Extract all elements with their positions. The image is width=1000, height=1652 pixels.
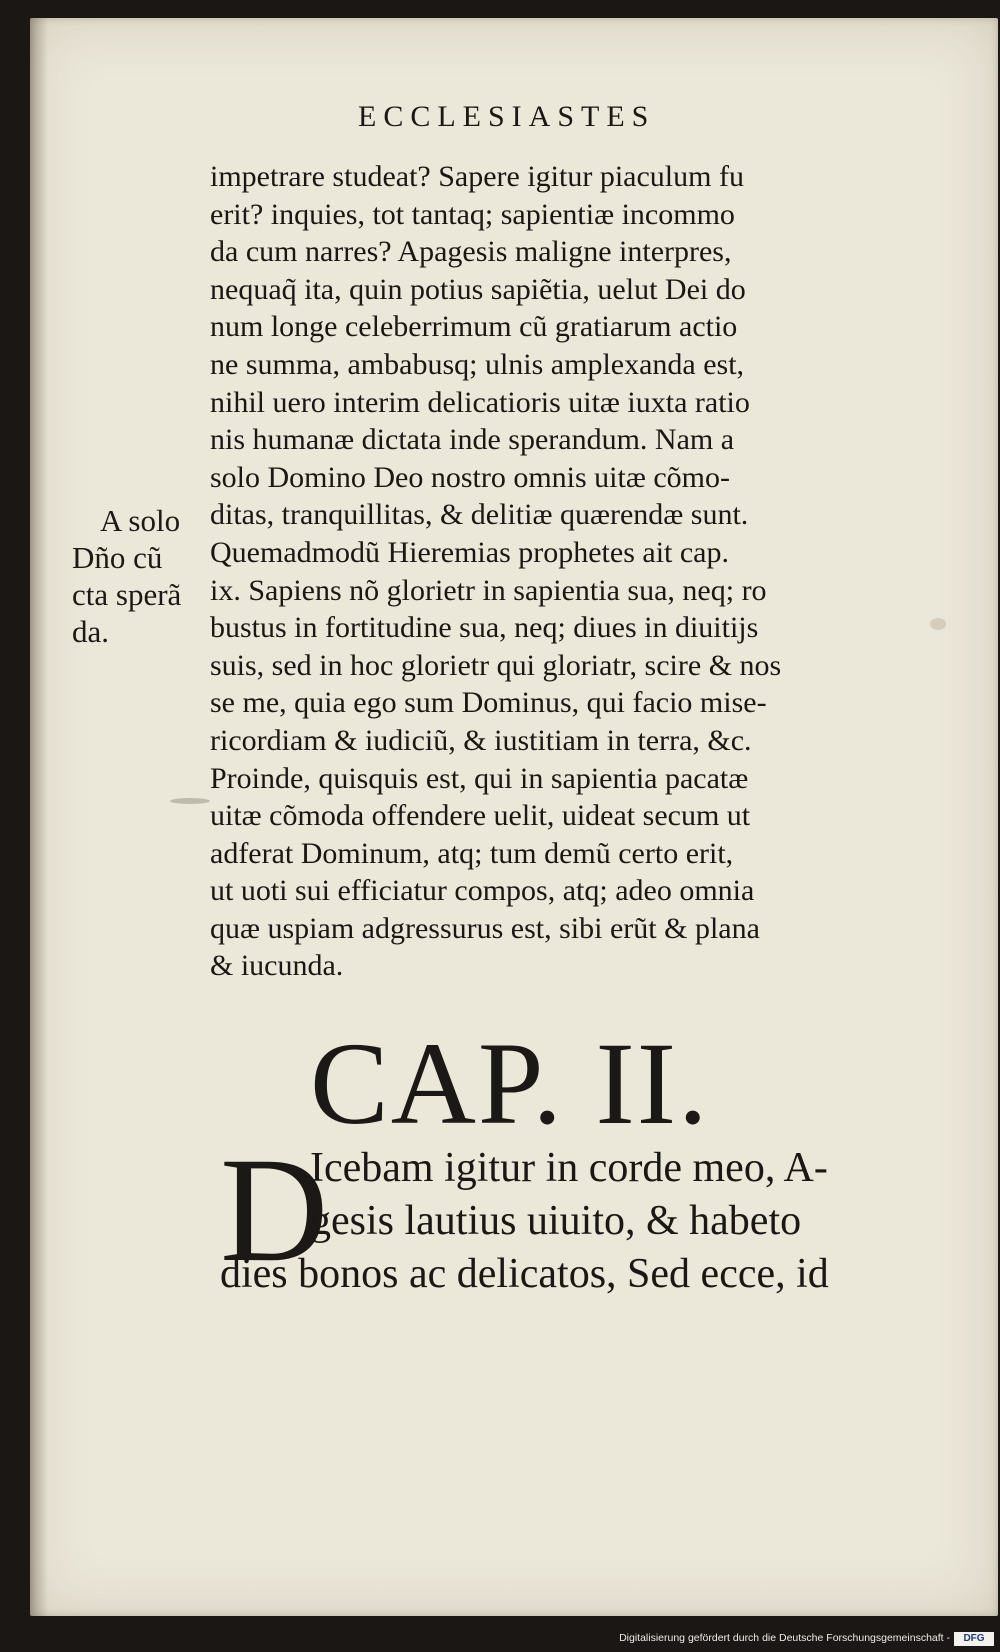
text-line: ricordiam & iudiciũ, & iustitiam in terra, &c. bbox=[210, 723, 752, 757]
text-line: da cum narres? Apagesis maligne interpres, bbox=[210, 235, 732, 269]
text-line: nihil uero interim delicatioris uitæ iuxta ratio bbox=[210, 385, 750, 419]
text-line: erit? inquies, tot tantaq; sapientiæ incommo bbox=[210, 197, 735, 231]
digitization-credit: Digitalisierung gefördert durch die Deutsche Forschungsgemeinschaft - bbox=[619, 1632, 950, 1644]
text-line: bustus in fortitudine sua, neq; diues in diuitijs bbox=[210, 611, 759, 645]
paper-stain bbox=[170, 798, 210, 804]
chapter-text-line: gesis lautius uiuito, & habeto bbox=[310, 1198, 802, 1244]
running-head: ECCLESIASTES bbox=[358, 100, 656, 133]
text-line: impetrare studeat? Sapere igitur piaculum fu bbox=[210, 160, 744, 193]
text-line: se me, quia ego sum Dominus, qui facio mise- bbox=[210, 686, 767, 720]
drop-cap: D bbox=[220, 1127, 329, 1293]
chapter-text-line: dies bonos ac delicatos, Sed ecce, id bbox=[220, 1251, 829, 1297]
page-gutter-shadow bbox=[30, 18, 48, 1616]
chapter-text-line: Icebam igitur in corde meo, A- bbox=[310, 1145, 828, 1191]
text-line: Proinde, quisquis est, qui in sapientia pacatæ bbox=[210, 761, 749, 795]
marginal-note-line: A solo bbox=[100, 503, 181, 538]
marginal-note-line: cta sperã bbox=[72, 577, 182, 612]
dfg-logo: DFG bbox=[954, 1632, 994, 1646]
text-line: ne summa, ambabusq; ulnis amplexanda est, bbox=[210, 347, 745, 381]
text-line: nequaq̃ ita, quin potius sapiẽtia, uelut Dei do bbox=[210, 272, 746, 306]
chapter-heading: CAP. II. bbox=[310, 1018, 710, 1149]
chapter-text bbox=[220, 1142, 900, 1301]
text-line: ditas, tranquillitas, & delitiæ quærendæ sunt. bbox=[210, 498, 749, 532]
body-text bbox=[210, 158, 900, 985]
marginal-note-line: Dño cũ bbox=[72, 540, 163, 575]
text-line: num longe celeberrimum cũ gratiarum actio bbox=[210, 310, 738, 344]
text-line: solo Domino Deo nostro omnis uitæ cõmo- bbox=[210, 460, 730, 494]
paper-stain bbox=[930, 618, 946, 630]
text-line: quæ uspiam adgressurus est, sibi erũt & plana bbox=[210, 911, 760, 945]
marginal-note-line: da. bbox=[72, 614, 110, 649]
text-line: suis, sed in hoc glorietr qui gloriatr, scire & nos bbox=[210, 648, 782, 682]
text-line: & iucunda. bbox=[210, 949, 344, 983]
text-line: ut uoti sui efficiatur compos, atq; adeo omnia bbox=[210, 874, 755, 908]
text-line: Quemadmodũ Hieremias prophetes ait cap. bbox=[210, 535, 729, 569]
text-line: uitæ cõmoda offendere uelit, uideat secum ut bbox=[210, 799, 751, 833]
text-line: ix. Sapiens nõ glorietr in sapientia sua, neq; ro bbox=[210, 573, 767, 607]
text-line: adferat Dominum, atq; tum demũ certo erit, bbox=[210, 836, 734, 870]
text-line: nis humanæ dictata inde sperandum. Nam a bbox=[210, 423, 735, 457]
marginal-note bbox=[72, 502, 212, 650]
